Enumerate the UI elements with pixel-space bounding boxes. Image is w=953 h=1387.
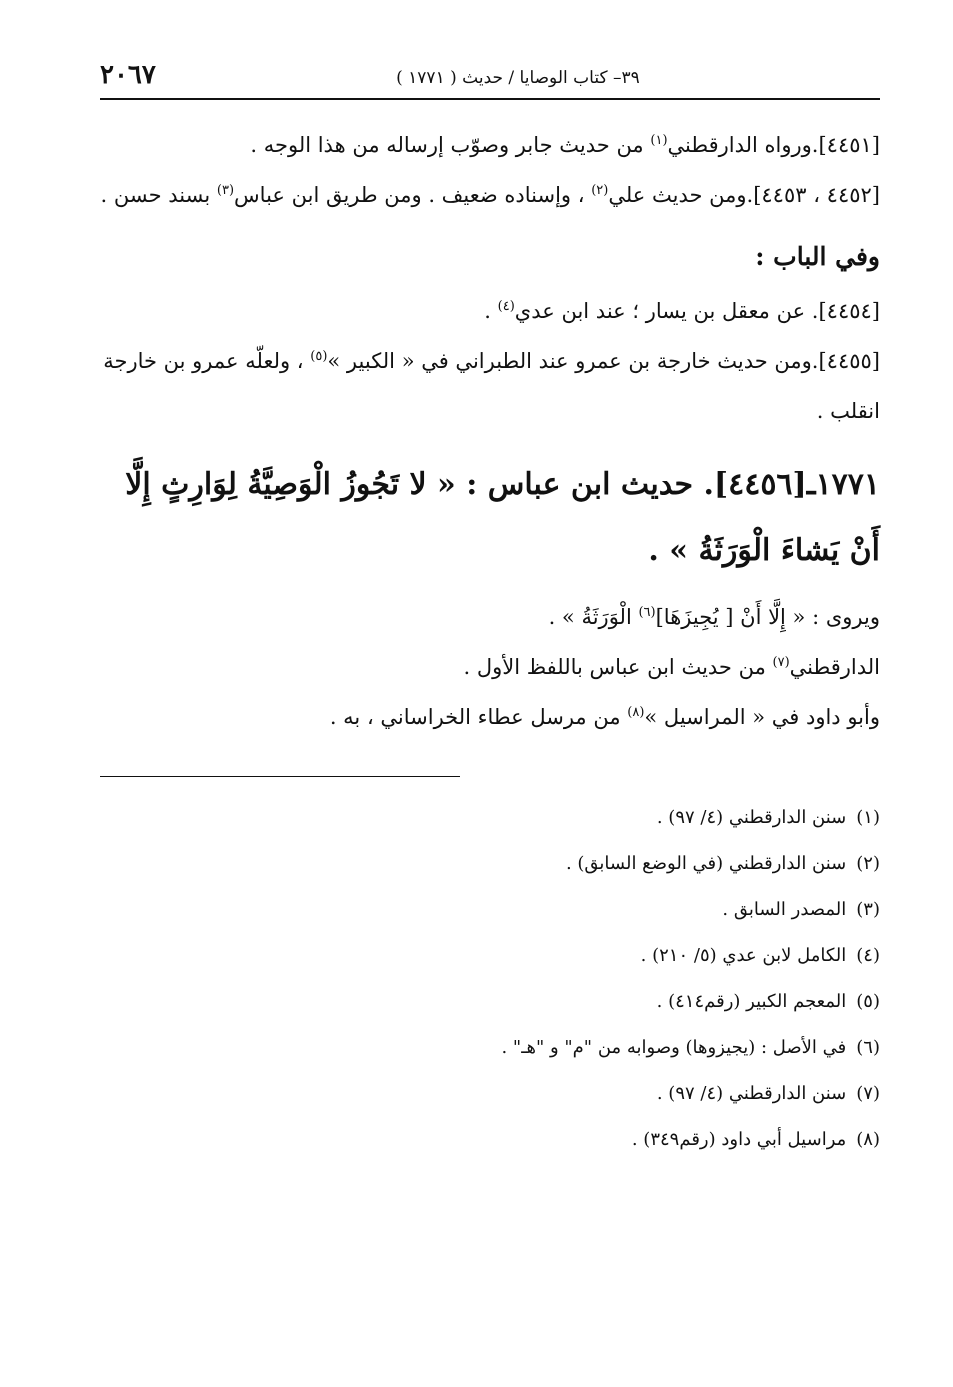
footnote-marker: (٨) [627,705,645,720]
paragraph-text: من حديث جابر وصوّب إرساله من هذا الوجه . [250,133,644,157]
paragraph-text: وأبو داود في « المراسيل » [644,705,880,729]
paragraph-text: من مرسل عطاء الخراساني ، به . [329,705,621,729]
footnote-marker: (٧) [772,655,790,670]
footnote-marker: (٣) [216,183,235,198]
footnote-number: (٨) [856,1129,880,1150]
paragraph-4452 [100,170,880,220]
paragraph-4455 [100,336,880,436]
paragraph-abu-dawud [100,692,880,742]
footnote-number: (٤) [856,945,880,966]
footnote-item [100,1117,880,1163]
footnote-item [100,1025,880,1071]
paragraph-4451 [100,120,880,170]
hadith-number: ١٧٧١ـ [806,467,880,502]
reference-number: [٤٤٥٤] [818,299,880,323]
document-page [100,60,880,1163]
paragraph-text: .ومن حديث علي [608,183,754,207]
footnote-text: المصدر السابق . [722,899,847,920]
footnote-marker: (١) [650,133,668,148]
footnote-divider [100,776,460,777]
footnote-marker: (٥) [310,349,328,364]
footnotes-list [100,795,880,1163]
reference-number: [٤٤٥١] [818,133,880,157]
hadith-text: . حديث ابن عباس : « لا تَجُوزُ الْوَصِيَّةُ لِوَارِثٍ إِلَّا أَنْ يَشاءَ الْوَرَثَةُ » . [125,467,880,568]
paragraph-text: ، وإسناده ضعيف . ومن طريق ابن عباس [234,183,585,207]
paragraph-4454 [100,286,880,336]
footnote-item [100,933,880,979]
footnote-item [100,979,880,1025]
paragraph-daraqutni [100,642,880,692]
footnote-item [100,1071,880,1117]
paragraph-text: .ومن حديث خارجة بن عمرو عند الطبراني في « الكبير » [327,349,819,373]
footnote-item [100,887,880,933]
paragraph-text: ، ولعلّه عمرو بن خارجة انقلب . [103,349,880,423]
paragraph-text: من حديث ابن عباس باللفظ الأول . [463,655,766,679]
paragraph-text: . [484,299,491,323]
footnote-marker: (٦) [638,605,656,620]
paragraph-text: بسند حسن . [100,183,211,207]
footnote-marker: (٤) [497,299,515,314]
footnote-number: (٥) [856,991,880,1012]
paragraph-text: ويروى : « إِلَّا أَنْ [ يُجِيزَهَا] [655,605,880,629]
footnote-text: في الأصل : (يجيزوها) وصوابه من "م" و "هـ" . [501,1037,847,1058]
paragraph-text: الْوَرَثَةُ » . [548,605,632,629]
reference-number: [٤٤٥٦] [713,467,807,502]
footnote-text: سنن الدارقطني (٤/ ٩٧) . [656,807,847,828]
footnote-text: المعجم الكبير (رقم٤١٤) . [656,991,847,1012]
section-subheading: وفي الباب : [755,242,880,271]
footnote-text: مراسيل أبي داود (رقم٣٤٩) . [631,1129,847,1150]
hadith-heading [100,452,880,584]
paragraph-text: الدارقطني [789,655,880,679]
footnote-number: (٦) [856,1037,880,1058]
footnote-number: (٢) [856,853,880,874]
paragraph-text: . عن معقل بن يسار ؛ عند ابن عدي [514,299,819,323]
footnote-item [100,841,880,887]
reference-number: [٤٤٥٥] [818,349,880,373]
footnote-number: (٧) [856,1083,880,1104]
reference-number: [٤٤٥٢ ، ٤٤٥٣] [753,183,880,207]
footnote-text: الكامل لابن عدي (٥/ ٢١٠) . [640,945,847,966]
footnote-number: (١) [856,807,880,828]
paragraph-variant [100,592,880,642]
page-number: ٢٠٦٧ [100,60,156,90]
footnote-text: سنن الدارقطني (في الوضع السابق) . [565,853,847,874]
page-header [100,60,880,100]
paragraph-text: .ورواه الدارقطني [667,133,819,157]
footnote-item [100,795,880,841]
running-title: ٣٩– كتاب الوصايا / حديث ( ١٧٧١ ) [396,68,640,88]
footnote-number: (٣) [856,899,880,920]
footnote-text: سنن الدارقطني (٤/ ٩٧) . [656,1083,847,1104]
footnote-marker: (٢) [591,183,609,198]
